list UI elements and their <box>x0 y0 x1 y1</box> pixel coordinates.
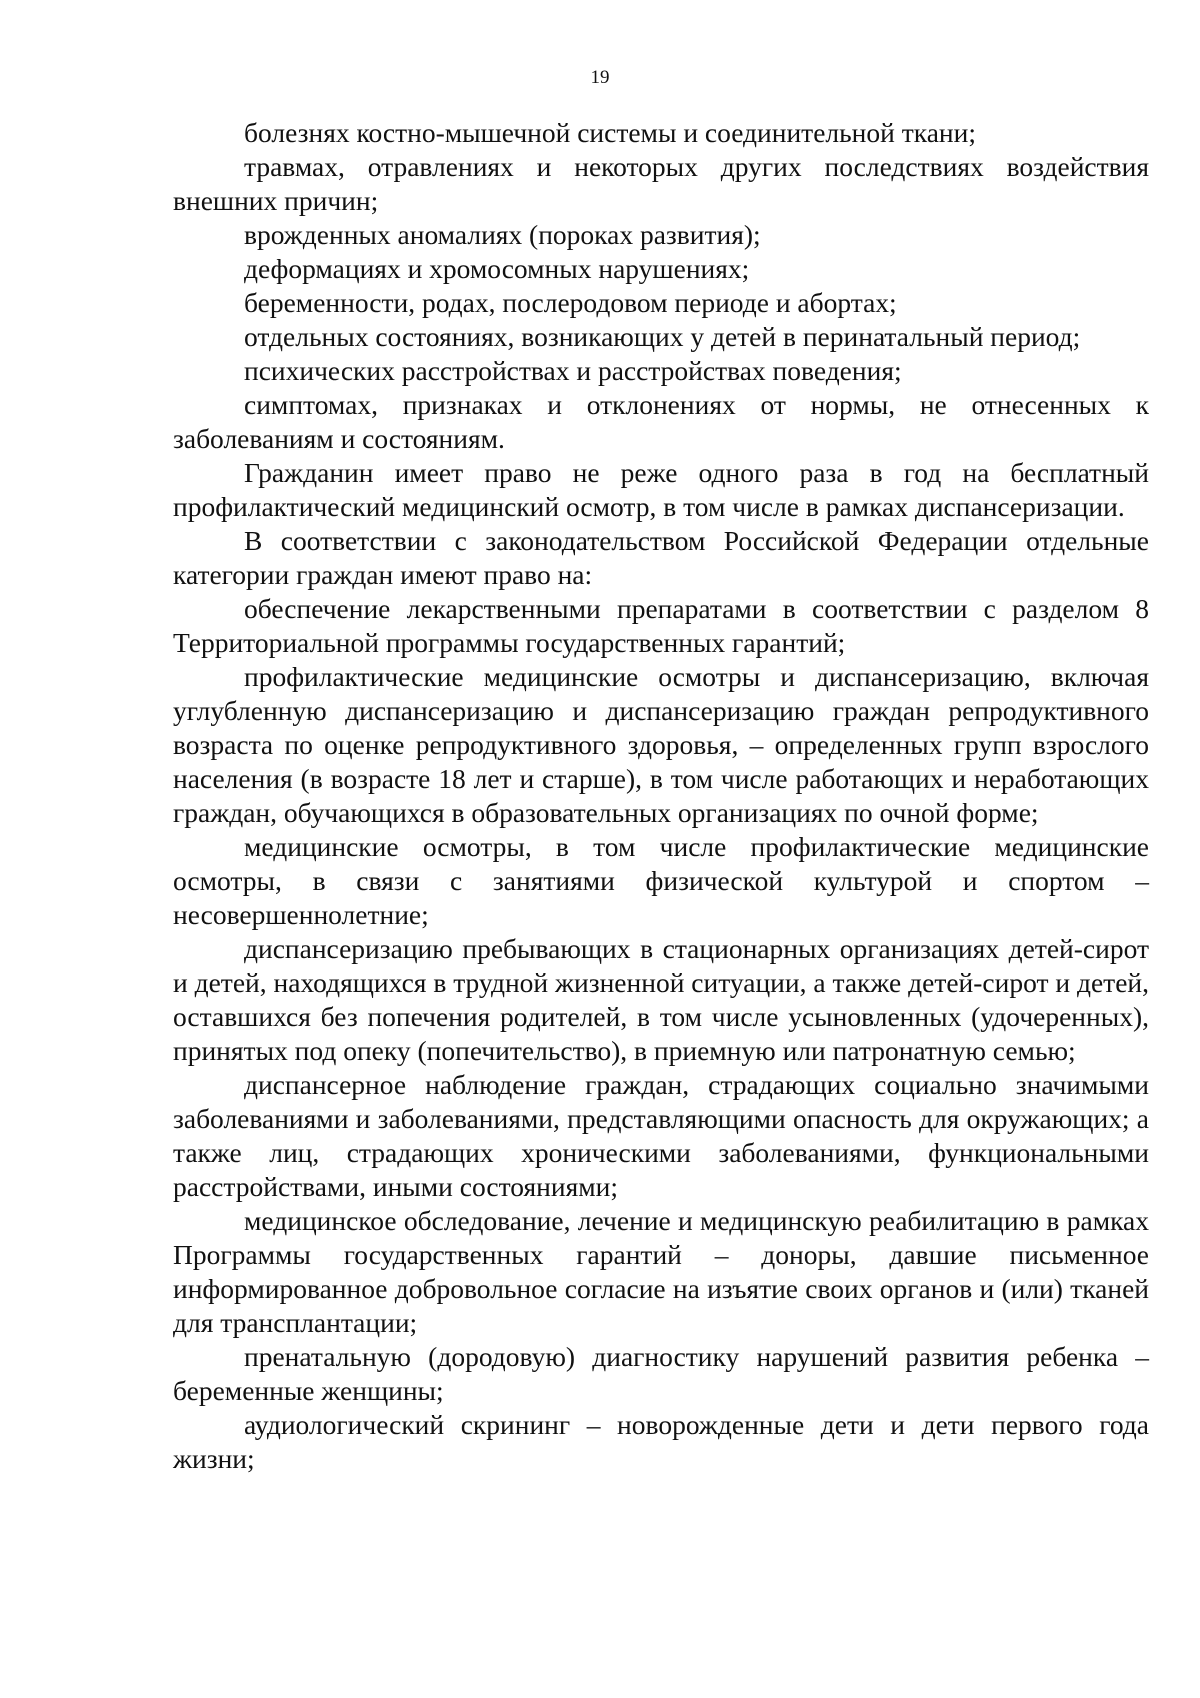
paragraph-audiology: аудиологический скрининг – новорожденные дети и дети первого года жизни; <box>173 1409 1149 1474</box>
paragraph-dispensary-observation: диспансерное наблюдение граждан, страдающих социально значимыми заболеваниями и заболеваниями, представляющими опасность для окружающих; а также лиц, страдающих хроническими заболеваниями, функциональными расстройствами, иными состояниями; <box>173 1069 1149 1202</box>
page-number: 19 <box>590 67 610 88</box>
paragraph-musculoskeletal: болезнях костно-мышечной системы и соединительной ткани; <box>244 117 976 148</box>
paragraph-donors: медицинское обследование, лечение и медицинскую реабилитацию в рамках Программы государственных гарантий – доноры, давшие письменное информированное добровольное согласие на изъятие своих органов и (или) тканей для трансплантации; <box>173 1205 1149 1338</box>
paragraph-injuries: травмах, отравлениях и некоторых других последствиях воздействия внешних причин; <box>173 151 1149 216</box>
paragraph-pregnancy: беременности, родах, послеродовом периоде и абортах; <box>244 287 897 318</box>
paragraph-congenital-anomalies: врожденных аномалиях (пороках развития); <box>244 219 761 250</box>
paragraph-mental-disorders: психических расстройствах и расстройствах поведения; <box>244 355 902 386</box>
paragraph-medical-exams-minors: медицинские осмотры, в том числе профилактические медицинские осмотры, в связи с занятиями физической культурой и спортом – несовершеннолетние; <box>173 831 1149 930</box>
paragraph-categories-intro: В соответствии с законодательством Российской Федерации отдельные категории граждан имеют право на: <box>173 525 1149 590</box>
paragraph-prenatal: пренатальную (дородовую) диагностику нарушений развития ребенка – беременные женщины; <box>173 1341 1149 1406</box>
paragraph-perinatal: отдельных состояниях, возникающих у детей в перинатальный период; <box>244 321 1081 352</box>
paragraph-medicines: обеспечение лекарственными препаратами в соответствии с разделом 8 Территориальной программы государственных гарантий; <box>173 593 1149 658</box>
paragraph-orphans: диспансеризацию пребывающих в стационарных организациях детей-сирот и детей, находящихся в трудной жизненной ситуации, а также детей-сирот и детей, оставшихся без попечения родителей, в том числе усыновленных (удочеренных), принятых под опеку (попечительство), в приемную или патронатную семью; <box>173 933 1149 1066</box>
document-body <box>173 116 1149 1476</box>
paragraph-symptoms: симптомах, признаках и отклонениях от нормы, не отнесенных к заболеваниям и состояниям. <box>173 389 1149 454</box>
paragraph-deformations: деформациях и хромосомных нарушениях; <box>244 253 750 284</box>
paragraph-citizen-right: Гражданин имеет право не реже одного раза в год на бесплатный профилактический медицинский осмотр, в том числе в рамках диспансеризации. <box>173 457 1149 522</box>
paragraph-preventive-exams: профилактические медицинские осмотры и диспансеризацию, включая углубленную диспансеризацию и диспансеризацию граждан репродуктивного возраста по оценке репродуктивного здоровья, – определенных групп взрослого населения (в возрасте 18 лет и старше), в том числе работающих и неработающих граждан, обучающихся в образовательных организациях по очной форме; <box>173 661 1149 828</box>
